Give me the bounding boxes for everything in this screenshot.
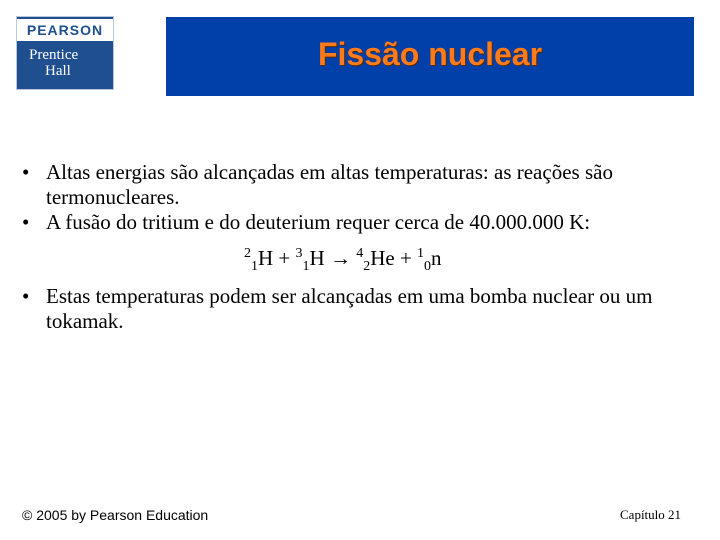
helium-mass: 4 [356,246,364,261]
logo-imprint-line2: Hall [45,63,71,79]
chapter-label: Capítulo 21 [620,507,682,522]
deuterium-number: 1 [251,259,258,275]
neutron-symbol: n [431,246,442,270]
helium-number: 2 [363,259,371,275]
logo-brand: PEARSON [17,19,113,41]
bullet-text: A fusão do tritium e do deuterium requer cerca de 40.000.000 K: [46,210,591,234]
bullet-dot: • [22,284,30,309]
publisher-logo [16,16,114,90]
bullet-text: Altas energias são alcançadas em altas temperaturas: as reações são termonucleares. [46,160,613,209]
plus-sign: + [278,246,291,270]
deuterium-symbol: H [258,246,274,270]
plus-sign: + [399,246,412,270]
logo-imprint-line1: Prentice [29,47,79,63]
tritium-mass: 3 [295,246,303,261]
tritium-symbol: H [309,246,325,270]
title-banner [166,17,694,96]
bullet-text: Estas temperaturas podem ser alcançadas em uma bomba nuclear ou um tokamak. [46,284,653,334]
bullet-dot: • [22,160,30,184]
bullet-item [22,160,702,210]
neutron-mass: 1 [417,246,425,261]
tritium-number: 1 [302,259,310,275]
bullet-item [22,210,702,235]
deuterium-mass: 2 [244,246,251,261]
slide-title: Fissão nuclear [317,36,543,72]
logo-imprint [29,47,78,79]
bullet-item [22,284,702,334]
bullet-dot: • [22,210,30,234]
copyright-notice: © 2005 by Pearson Education [22,507,209,523]
neutron-number: 0 [424,259,432,275]
reaction-arrow: → [329,246,351,270]
helium-symbol: He [370,246,395,270]
slide-content [22,160,702,334]
fusion-equation [22,241,702,280]
